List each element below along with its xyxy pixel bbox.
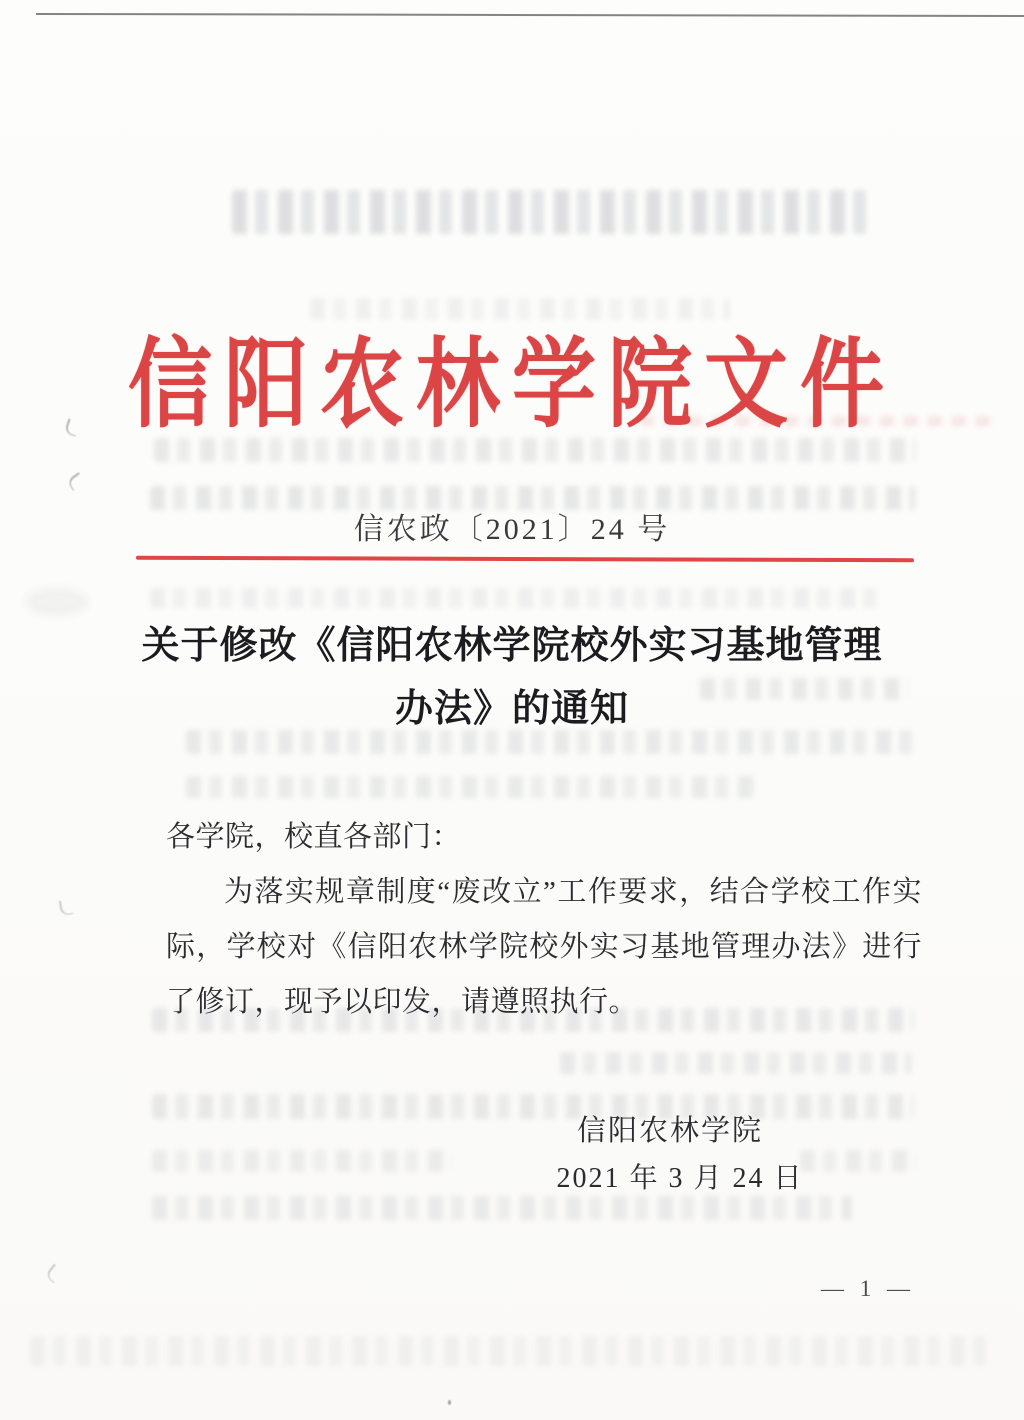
document-body xyxy=(166,810,922,1030)
bleed-through-band xyxy=(30,1336,994,1366)
scan-artifact xyxy=(66,472,85,490)
scan-artifact xyxy=(59,899,73,916)
document-number: 信农政〔2021〕24 号 xyxy=(353,513,671,546)
red-separator-rule xyxy=(136,556,914,562)
notice-title-line1: 关于修改《信阳农林学院校外实习基地管理 xyxy=(141,625,883,667)
bleed-through-band xyxy=(560,1052,912,1074)
letterhead-title: 信阳农林学院文件 xyxy=(127,332,896,441)
bleed-through-band xyxy=(154,438,916,462)
scan-artifact xyxy=(45,1264,64,1283)
notice-title-line2: 办法》的通知 xyxy=(394,688,629,730)
bleed-through-band xyxy=(150,588,880,608)
notice-title xyxy=(62,615,962,741)
bleed-through-band xyxy=(152,1196,852,1220)
scan-artifact xyxy=(448,1400,451,1405)
issuing-authority: 信阳农林学院 xyxy=(576,1115,763,1147)
scan-edge-line xyxy=(36,13,1024,17)
bleed-through-band xyxy=(310,298,730,320)
bleed-through-band xyxy=(152,1150,452,1172)
bleed-through-band xyxy=(186,776,761,798)
bleed-through-band xyxy=(232,190,872,234)
body-paragraph: 为落实规章制度“废改立”工作要求，结合学校工作实际，学校对《信阳农林学院校外实习基地管理办法》进行了修订，现予以印发，请遵照执行。 xyxy=(166,876,922,1018)
salutation: 各学院，校直各部门： xyxy=(166,821,462,853)
scan-artifact xyxy=(26,588,88,616)
page-number: — 1 — xyxy=(821,1276,915,1301)
issue-date: 2021 年 3 月 24 日 xyxy=(556,1163,804,1194)
